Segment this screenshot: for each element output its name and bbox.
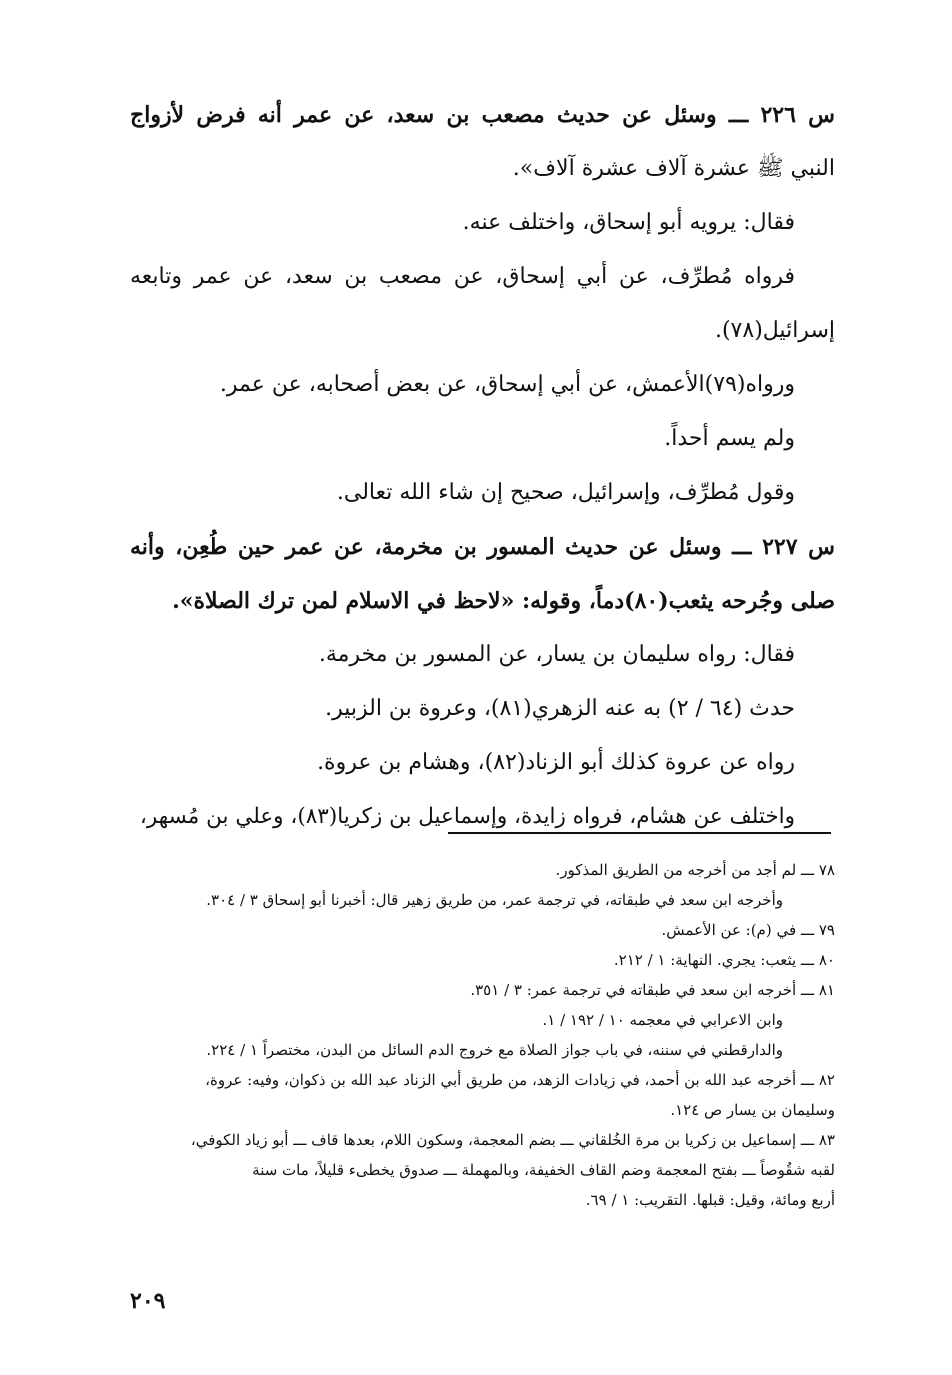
footnote-81: ٨١ ـــ أخرجه ابن سعد في طبقاته في ترجمة عمر: ٣ / ٣٥١. (470, 981, 835, 999)
question-226-line-2: النبي ﷺ عشرة آلاف عشرة آلاف». (512, 156, 835, 181)
narration-line-5: وقول مُطرِّف، وإسرائيل، صحيح إن شاء الله تعالى. (336, 480, 795, 505)
narration-line-3: ورواه(٧٩)الأعمش، عن أبي إسحاق، عن بعض أصحابه، عن عمر. (219, 372, 795, 397)
main-text (130, 88, 835, 844)
footnote-82-cont: وسليمان بن يسار ص ١٢٤. (670, 1101, 835, 1119)
question-227-line-2: صلى وجُرحه يثعب(٨٠)دماً، وقوله: «لاحظ في الاسلام لمن ترك الصلاة». (172, 588, 835, 614)
footnote-78-cont: وأخرجه ابن سعد في طبقاته، في ترجمة عمر، من طريق زهير قال: أخبرنا أبو إسحاق ٣ / ٣٠٤. (206, 891, 783, 909)
footnote-79: ٧٩ ـــ في (م): عن الأعمش. (661, 921, 835, 939)
answer-line: فقال: يرويه أبو إسحاق، واختلف عنه. (462, 210, 795, 235)
footnote-83: ٨٣ ـــ إسماعيل بن زكريا بن مرة الخُلقاني ـــ بضم المعجمة، وسكون اللام، بعدها قاف ـــ أبو زياد الكوفي، (190, 1131, 835, 1149)
narration-227-line-2: رواه عن عروة كذلك أبو الزناد(٨٢)، وهشام بن عروة. (317, 750, 795, 775)
footnote-82: ٨٢ ـــ أخرجه عبد الله بن أحمد، في زيادات الزهد، من طريق أبي الزناد عبد الله بن ذكوان، وفيه: عروة، (205, 1071, 835, 1089)
answer-227-line: فقال: رواه سليمان بن يسار، عن المسور بن مخرمة. (318, 642, 795, 667)
footnote-81-cont-2: والدارقطني في سننه، في باب جواز الصلاة مع خروج الدم السائل من البدن، مختصراً ١ / ٢٢٤. (206, 1041, 783, 1059)
question-226-line-1: س ٢٢٦ ـــ وسئل عن حديث مصعب بن سعد، عن عمر أنه فرض لأزواج (130, 102, 836, 128)
footnote-78: ٧٨ ـــ لم أجد من أخرجه من الطريق المذكور. (555, 861, 835, 879)
narration-227-line-1: حدث (٦٤ / ٢) به عنه الزهري(٨١)، وعروة بن الزبير. (325, 696, 795, 721)
narration-227-line-3: واختلف عن هشام، فرواه زايدة، وإسماعيل بن زكريا(٨٣)، وعلي بن مُسهر، (139, 804, 795, 829)
narration-line-2: إسرائيل(٧٨). (714, 318, 835, 343)
footnote-81-cont-1: وابن الاعرابي في معجمه ١٠ / ١٩٢ / ١. (542, 1011, 783, 1029)
narration-line-4: ولم يسم أحداً. (664, 426, 795, 451)
narration-line-1: فرواه مُطرِّف، عن أبي إسحاق، عن مصعب بن سعد، عن عمر وتابعه (130, 264, 795, 289)
question-227-line-1: س ٢٢٧ ـــ وسئل عن حديث المسور بن مخرمة، عن عمر حين طُعِن، وأنه (130, 534, 835, 560)
footnote-83-cont-1: لقبه شقُوصاً ـــ بفتح المعجمة وضم القاف الخفيفة، وبالمهملة ـــ صدوق يخطىء قليلاً، مات سنة (252, 1161, 835, 1179)
page-number: ٢٠٩ (130, 1288, 166, 1314)
footnote-83-cont-2: أربع ومائة، وقيل: قبلها. التقريب: ١ / ٦٩. (585, 1191, 835, 1209)
footnote-80: ٨٠ ـــ يثعب: يجري. النهاية: ١ / ٢١٢. (613, 951, 835, 969)
footnotes (130, 855, 835, 1215)
footnote-divider (448, 832, 831, 834)
